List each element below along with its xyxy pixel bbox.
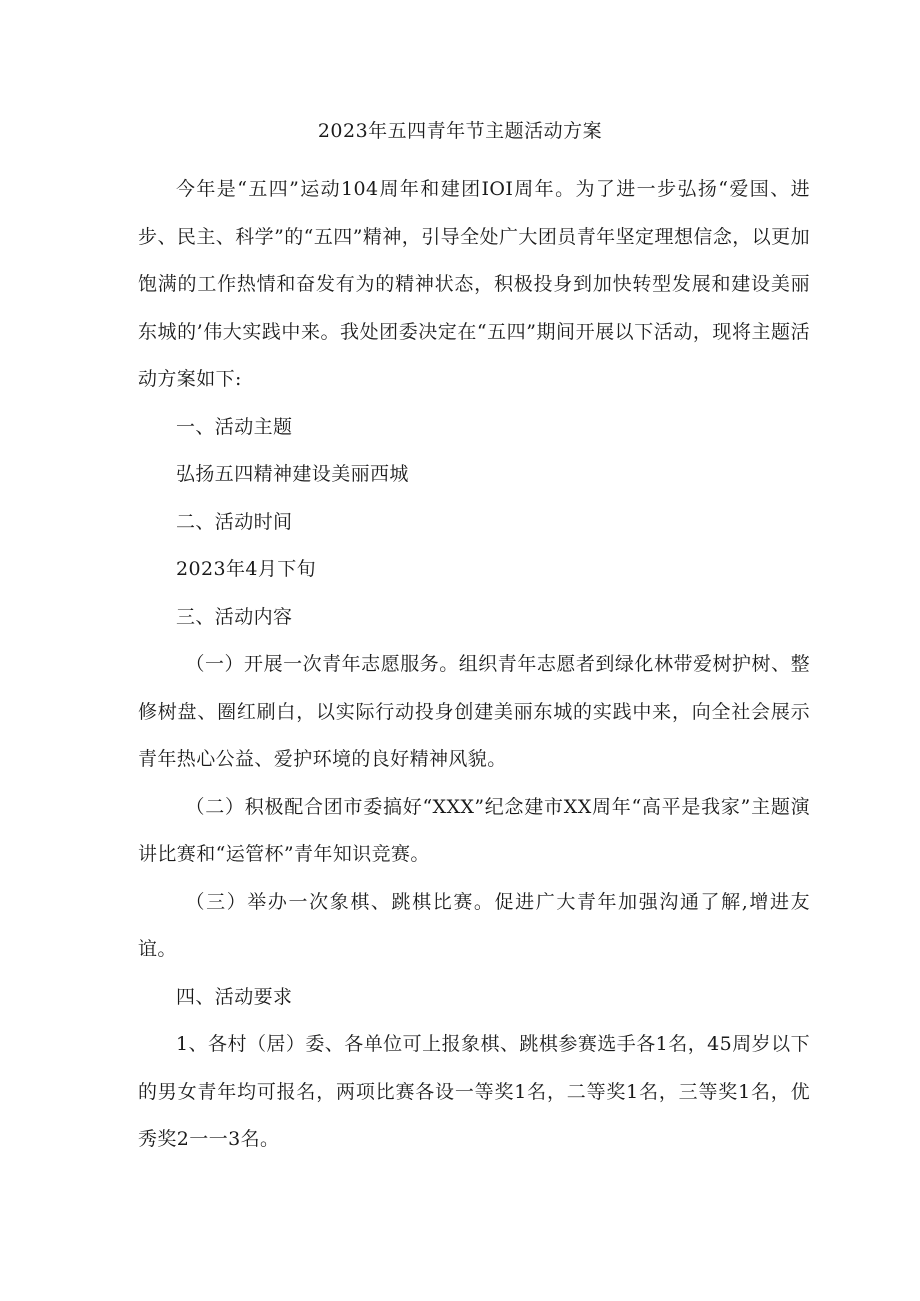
section-heading-requirements: 四、活动要求 xyxy=(176,985,293,1008)
section-heading-content: 三、活动内容 xyxy=(176,605,293,628)
theme-text: 弘扬五四精神建设美丽西城 xyxy=(176,463,409,485)
content-item-2: （二）积极配合团市委搞好“XXX”纪念建市XX周年“高平是我家”主题演讲比赛和“运管杯”青年知识竞赛。 xyxy=(138,795,810,865)
intro-paragraph: 今年是“五四”运动104周年和建团IOI周年。为了进一步弘扬“爱国、进步、民主、科学”的“五四”精神，引导全处广大团员青年坚定理想信念，以更加饱满的工作热情和奋发有为的精神状态，积极投身到加快转型发展和建设美丽东城的’伟大实践中来。我处团委决定在“五四”期间开展以下活动，现将主题活动方案如下: xyxy=(138,178,810,390)
content-item-3: （三）举办一次象棋、跳棋比赛。促进广大青年加强沟通了解,增进友谊。 xyxy=(138,890,810,960)
time-text: 2023年4月下旬 xyxy=(176,558,317,580)
section-heading-theme: 一、活动主题 xyxy=(176,415,293,438)
section-heading-time: 二、活动时间 xyxy=(176,510,293,533)
document-body xyxy=(138,166,810,1164)
requirement-item-1: 1、各村（居）委、各单位可上报象棋、跳棋参赛选手各1名，45周岁以下的男女青年均可报名，两项比赛各设一等奖1名，二等奖1名，三等奖1名，优秀奖2一一3名。 xyxy=(138,1033,810,1150)
content-item-1: （一）开展一次青年志愿服务。组织青年志愿者到绿化林带爱树护树、整修树盘、圈红刷白，以实际行动投身创建美丽东城的实践中来，向全社会展示青年热心公益、爱护环境的良好精神风貌。 xyxy=(138,653,810,770)
document-title: 2023年五四青年节主题活动方案 xyxy=(317,120,603,142)
